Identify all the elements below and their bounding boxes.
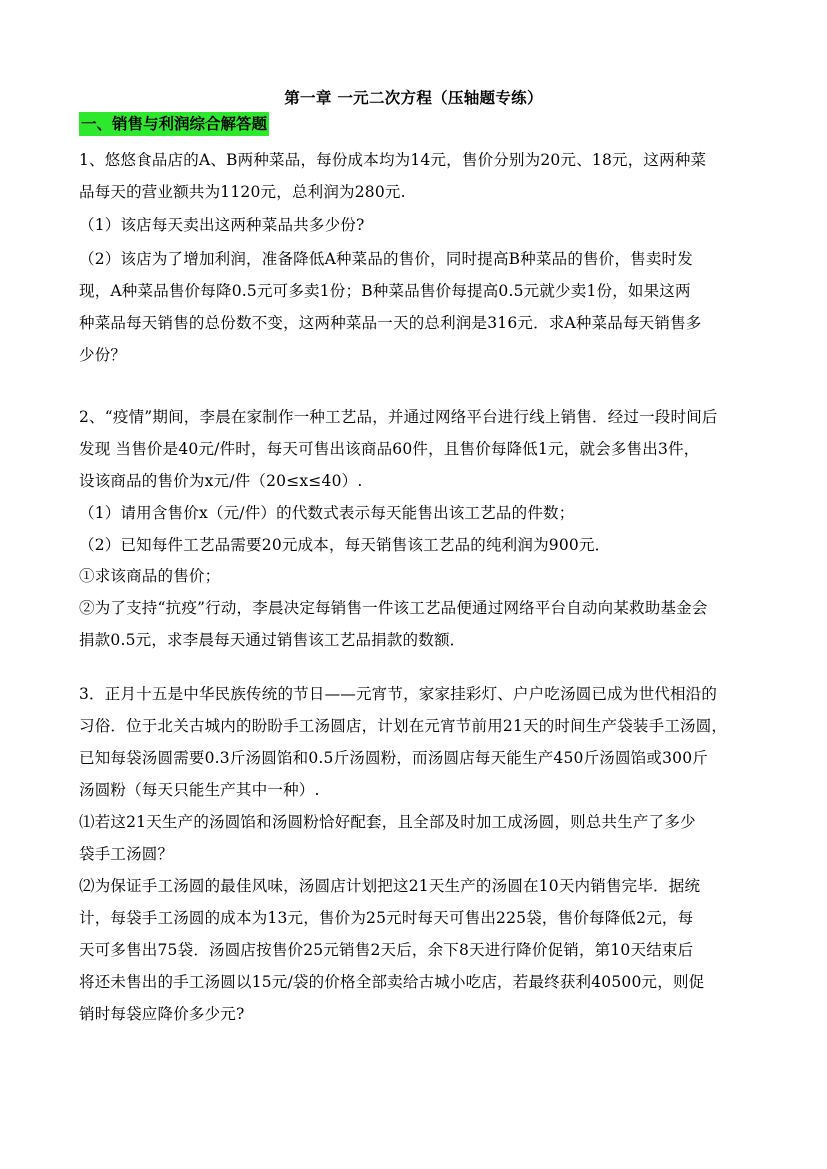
q2-line: 捐款0.5元，求李晨每天通过销售该工艺品捐款的数额． [79, 631, 466, 649]
q3-line: 已知每袋汤圆需要0.3斤汤圆馅和0.5斤汤圆粉，而汤圆店每天能生产450斤汤圆馅或300斤 [79, 749, 708, 767]
page-title: 第一章 一元二次方程（压轴题专练） [284, 88, 543, 107]
q1-line: （1）该店每天卖出这两种菜品共多少份? [79, 216, 365, 234]
q3-line: 3．正月十五是中华民族传统的节日——元宵节，家家挂彩灯、户户吃汤圆已成为世代相沿的 [79, 685, 718, 703]
q3-line: 将还未售出的手工汤圆以15元/袋的价格全部卖给古城小吃店，若最终获利40500元，则促 [79, 973, 705, 991]
q3-line: 天可多售出75袋．汤圆店按售价25元销售2天后，余下8天进行降价促销，第10天结束后 [79, 941, 694, 959]
q2-line: ②为了支持“抗疫”行动，李晨决定每销售一件该工艺品便通过网络平台自动向某救助基金会 [79, 599, 708, 617]
q1-line: 种菜品每天销售的总份数不变，这两种菜品一天的总利润是316元．求A种菜品每天销售多 [79, 314, 702, 332]
q3-line: 销时每袋应降价多少元? [79, 1005, 245, 1023]
q1-line: 1、悠悠食品店的A、B两种菜品，每份成本均为14元，售价分别为20元、18元，这两种菜 [79, 151, 707, 169]
q1-line: 少份？ [79, 346, 127, 364]
section-heading: 一、销售与利润综合解答题 [79, 112, 269, 136]
q1-line: （2）该店为了增加利润，准备降低A种菜品的售价，同时提高B种菜品的售价，售卖时发 [79, 250, 693, 268]
q1-line: 品每天的营业额共为1120元，总利润为280元. [79, 183, 406, 201]
q3-line: ⑴若这21天生产的汤圆馅和汤圆粉恰好配套，且全部及时加工成汤圆，则总共生产了多少 [79, 813, 696, 831]
q2-line: 发现 当售价是40元/件时，每天可售出该商品60件，且售价每降低1元，就会多售出3件， [79, 440, 700, 458]
q1-line: 现，A种菜品售价每降0.5元可多卖1份；B种菜品售价每提高0.5元就少卖1份，如果这两 [79, 282, 691, 300]
q3-line: 计，每袋手工汤圆的成本为13元，售价为25元时每天可售出225袋，售价每降低2元，每 [79, 909, 694, 927]
q2-line: ①求该商品的售价； [79, 567, 221, 585]
q2-line: （1）请用含售价x（元/件）的代数式表示每天能售出该工艺品的件数； [79, 504, 575, 522]
q3-line: ⑵为保证手工汤圆的最佳风味，汤圆店计划把这21天生产的汤圆在10天内销售完毕．据统 [79, 877, 701, 895]
q3-line: 袋手工汤圆？ [79, 845, 174, 863]
q3-line: 汤圆粉（每天只能生产其中一种）. [79, 781, 320, 799]
q2-line: （2）已知每件工艺品需要20元成本，每天销售该工艺品的纯利润为900元． [79, 536, 611, 554]
q3-line: 习俗．位于北关古城内的盼盼手工汤圆店，计划在元宵节前用21天的时间生产袋装手工汤圆， [79, 717, 728, 735]
q2-line: 设该商品的售价为x元/件（20≤x≤40）. [79, 472, 363, 490]
q2-line: 2、“疫情”期间，李晨在家制作一种工艺品，并通过网络平台进行线上销售．经过一段时间后 [79, 408, 718, 426]
